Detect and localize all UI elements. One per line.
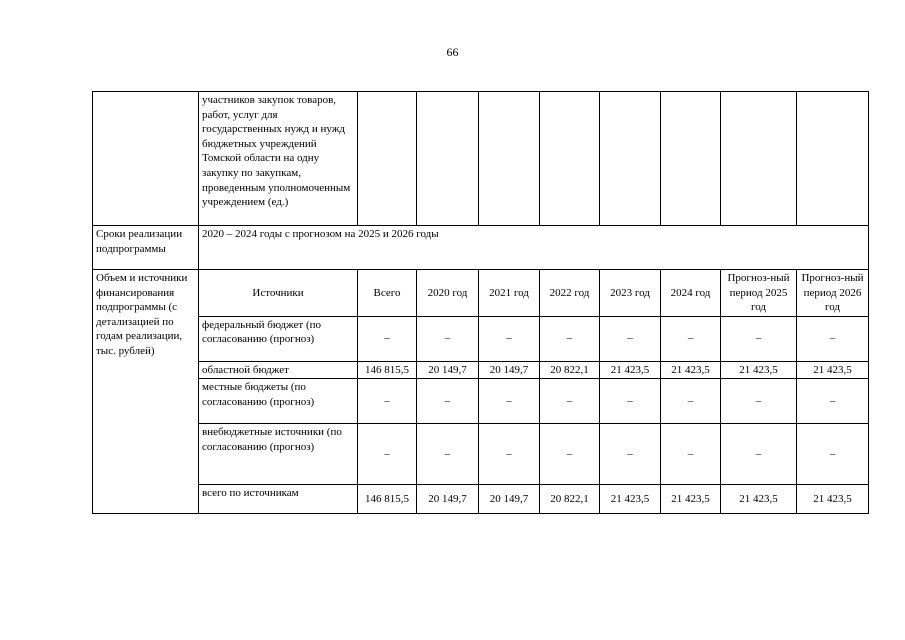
value-2024: – xyxy=(661,379,721,424)
indicator-empty-cell xyxy=(661,92,721,226)
indicator-empty-cell xyxy=(600,92,661,226)
value-2022: – xyxy=(540,316,600,361)
timing-label: Сроки реализации подпрограммы xyxy=(93,226,199,270)
indicator-empty-cell xyxy=(721,92,797,226)
value-2020: – xyxy=(417,424,479,485)
indicator-empty-cell xyxy=(540,92,600,226)
value-2024: – xyxy=(661,424,721,485)
value-2023: 21 423,5 xyxy=(600,485,661,514)
funding-header-row xyxy=(93,270,869,317)
indicator-empty-cell xyxy=(479,92,540,226)
value-2020: – xyxy=(417,316,479,361)
value-2026: 21 423,5 xyxy=(797,361,869,379)
source-label: внебюджетные источники (по согласованию (прогноз) xyxy=(199,424,358,485)
value-2024: 21 423,5 xyxy=(661,485,721,514)
value-total: 146 815,5 xyxy=(358,361,417,379)
header-2021: 2021 год xyxy=(479,270,540,317)
table-row xyxy=(93,379,869,424)
value-2022: 20 822,1 xyxy=(540,485,600,514)
value-2026: – xyxy=(797,379,869,424)
value-2021: – xyxy=(479,424,540,485)
header-2020: 2020 год xyxy=(417,270,479,317)
value-2021: – xyxy=(479,379,540,424)
source-label: федеральный бюджет (по согласованию (прогноз) xyxy=(199,316,358,361)
value-2026: – xyxy=(797,316,869,361)
funding-label: Объем и источники финансирования подпрограммы (с детализацией по годам реализации, тыс. рублей) xyxy=(93,270,199,514)
indicator-empty-cell xyxy=(358,92,417,226)
value-2021: – xyxy=(479,316,540,361)
value-2025: 21 423,5 xyxy=(721,361,797,379)
header-2024: 2024 год xyxy=(661,270,721,317)
value-2023: – xyxy=(600,379,661,424)
value-2023: 21 423,5 xyxy=(600,361,661,379)
source-label: областной бюджет xyxy=(199,361,358,379)
value-2022: – xyxy=(540,424,600,485)
indicator-row xyxy=(93,92,869,226)
value-2022: – xyxy=(540,379,600,424)
value-2025: 21 423,5 xyxy=(721,485,797,514)
value-2023: – xyxy=(600,424,661,485)
source-label: местные бюджеты (по согласованию (прогноз) xyxy=(199,379,358,424)
value-total: – xyxy=(358,424,417,485)
table-row xyxy=(93,361,869,379)
value-2020: 20 149,7 xyxy=(417,361,479,379)
value-2025: – xyxy=(721,424,797,485)
value-2020: 20 149,7 xyxy=(417,485,479,514)
header-forecast-2025: Прогноз-ный период 2025 год xyxy=(721,270,797,317)
value-2026: – xyxy=(797,424,869,485)
value-2021: 20 149,7 xyxy=(479,361,540,379)
value-2026: 21 423,5 xyxy=(797,485,869,514)
indicator-empty-cell xyxy=(797,92,869,226)
table-row xyxy=(93,424,869,485)
source-label: всего по источникам xyxy=(199,485,358,514)
value-2020: – xyxy=(417,379,479,424)
timing-row xyxy=(93,226,869,270)
table-row xyxy=(93,485,869,514)
header-2022: 2022 год xyxy=(540,270,600,317)
value-total: – xyxy=(358,379,417,424)
value-total: 146 815,5 xyxy=(358,485,417,514)
page-number: 66 xyxy=(446,45,459,59)
subprogram-passport-table xyxy=(92,91,869,514)
timing-value: 2020 – 2024 годы с прогнозом на 2025 и 2026 годы xyxy=(199,226,869,270)
table-row xyxy=(93,316,869,361)
value-2025: – xyxy=(721,316,797,361)
value-total: – xyxy=(358,316,417,361)
value-2024: 21 423,5 xyxy=(661,361,721,379)
header-2023: 2023 год xyxy=(600,270,661,317)
header-sources: Источники xyxy=(199,270,358,317)
value-2024: – xyxy=(661,316,721,361)
indicator-empty-cell xyxy=(417,92,479,226)
header-forecast-2026: Прогноз-ный период 2026 год xyxy=(797,270,869,317)
header-total: Всего xyxy=(358,270,417,317)
value-2023: – xyxy=(600,316,661,361)
value-2022: 20 822,1 xyxy=(540,361,600,379)
indicator-text: участников закупок товаров, работ, услуг для государственных нужд и нужд бюджетных учреждений Томской области на одну закупку по закупкам, проведенным уполномоченным учреждением (ед.) xyxy=(199,92,358,226)
value-2025: – xyxy=(721,379,797,424)
value-2021: 20 149,7 xyxy=(479,485,540,514)
indicator-label-cell xyxy=(93,92,199,226)
